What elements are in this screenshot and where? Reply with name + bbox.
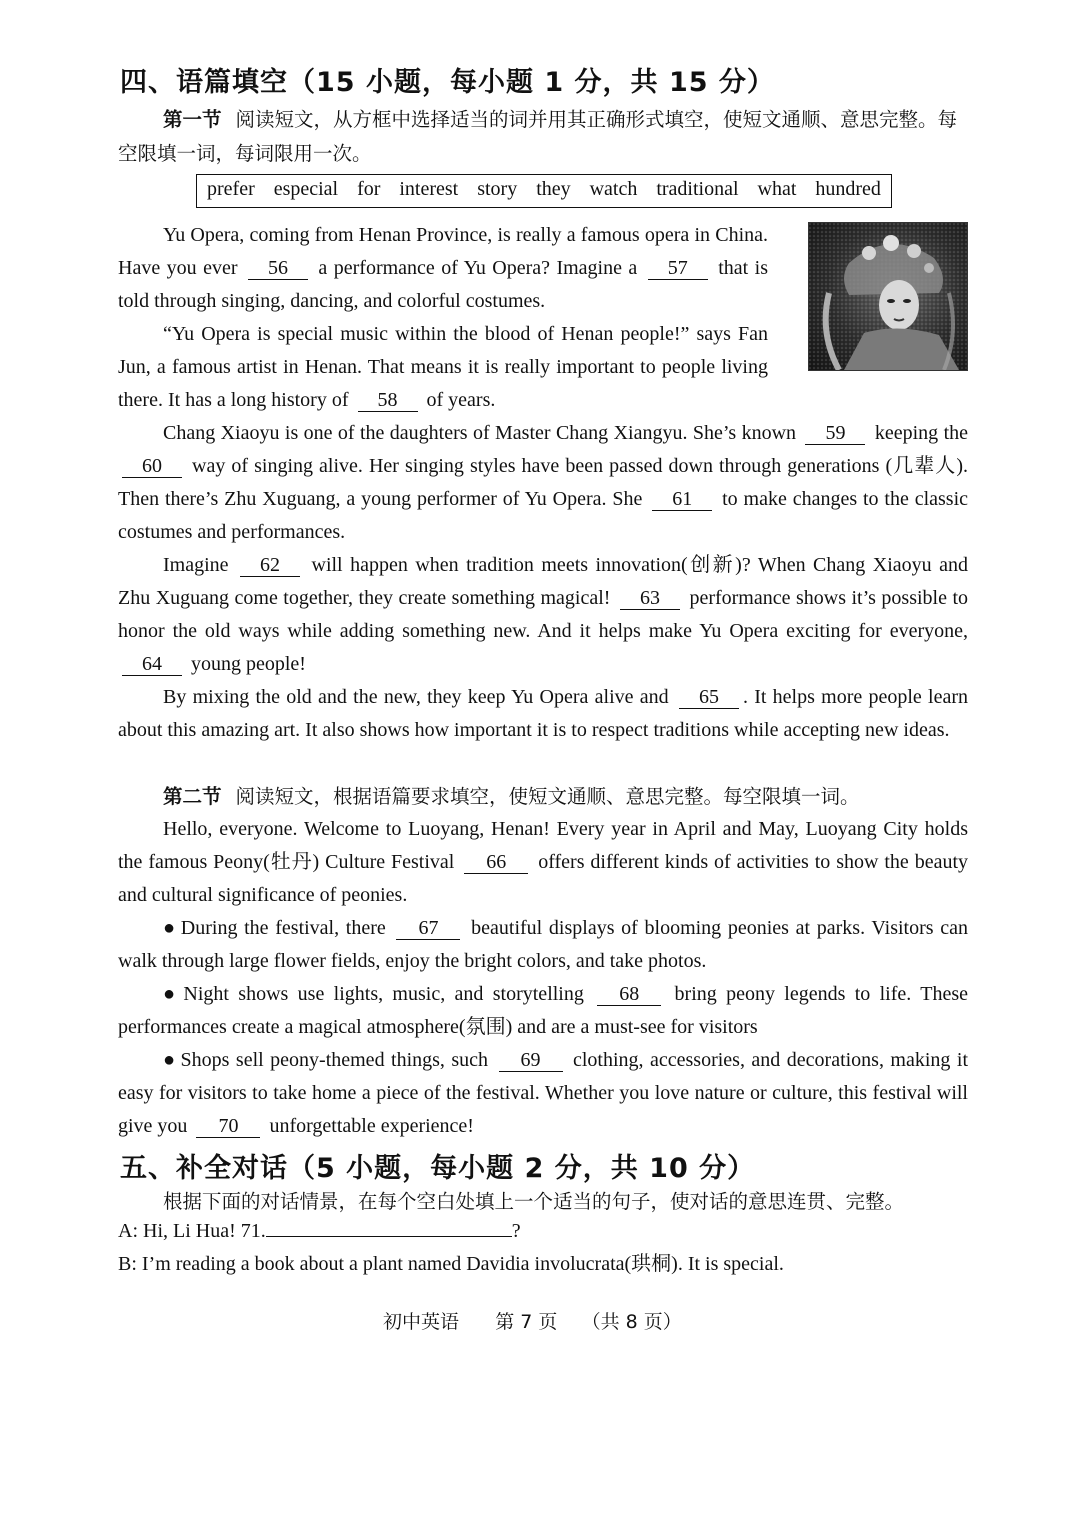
part2-instruction: [118, 782, 968, 812]
word-bank-item: interest: [399, 178, 459, 200]
passage1-para4: Imagine 62 will happen when tradition meets innovation(创新)? When Chang Xiaoyu and Zhu Xuguang come together, they create something magical! 63 performance shows it’s possible to honor the old ways while adding something new. And it helps make Yu Opera exciting for everyone, 64 young people!: [118, 554, 969, 675]
blank-65[interactable]: 65: [679, 686, 739, 709]
blank-56[interactable]: 56: [248, 257, 308, 280]
blank-68[interactable]: 68: [597, 983, 661, 1006]
word-bank-item: traditional: [656, 178, 739, 200]
word-bank-item: prefer: [207, 178, 255, 200]
blank-66[interactable]: 66: [464, 851, 528, 874]
word-bank-item: for: [357, 178, 381, 200]
blank-58[interactable]: 58: [358, 389, 418, 412]
blank-69[interactable]: 69: [499, 1049, 563, 1072]
part1-instruction-text: 阅读短文，从方框中选择适当的词并用其正确形式填空，使短文通顺、意思完整。每空限填一词，每词限用一次。: [118, 108, 958, 165]
blank-63[interactable]: 63: [620, 587, 680, 610]
yu-opera-photo: [808, 222, 968, 371]
word-bank-item: hundred: [815, 178, 881, 200]
dialogue-line-a: A: Hi, Li Hua! 71. ?: [118, 1215, 521, 1248]
blank-67[interactable]: 67: [396, 917, 460, 940]
blank-62[interactable]: 62: [240, 554, 300, 577]
blank-70[interactable]: 70: [196, 1115, 260, 1138]
footer-subject: 初中英语: [383, 1311, 460, 1333]
footer-total: （共 8 页）: [581, 1311, 682, 1333]
passage2-para1: Hello, everyone. Welcome to Luoyang, Henan! Every year in April and May, Luoyang City holds the famous Peony(牡丹) Culture Festival 66 offers different kinds of activities to show the beauty and cultural significance of peonies.: [118, 818, 969, 906]
passage2-bullet2: ● Night shows use lights, music, and storytelling 68 bring peony legends to life. These performances create a magical atmosphere(氛围) and are a must-see for visitors: [118, 983, 969, 1038]
opera-performer-image: [809, 223, 967, 370]
part1-label: 第一节: [163, 108, 222, 131]
footer-page: 第 7 页: [495, 1311, 558, 1333]
part2-label: 第二节: [163, 785, 222, 808]
passage2-bullet3: ● Shops sell peony-themed things, such 69 clothing, accessories, and decorations, making it easy for visitors to take home a piece of the festival. Whether you love nature or culture, this festival will give you 70 unforgettable experience!: [118, 1049, 968, 1137]
word-bank-item: especial: [273, 178, 339, 200]
blank-64[interactable]: 64: [122, 653, 182, 676]
section4-title: 四、语篇填空（15 小题，每小题 1 分，共 15 分）: [120, 67, 775, 98]
answer-71-line[interactable]: [266, 1216, 512, 1237]
passage1-para3: Chang Xiaoyu is one of the daughters of Master Chang Xiangyu. She’s known 59 keeping the 60 way of singing alive. Her singing styles have been passed down through generations (几辈人). Then there’s Zhu Xuguang, a young performer of Yu Opera. She 61 to make changes to the classic costumes and performances.: [118, 422, 969, 543]
passage1-para2: “Yu Opera is special music within the blood of Henan people!” says Fan Jun, a famous artist in Henan. That means it is really important to people living there. It has a long history of 58 of years.: [118, 323, 768, 411]
section5-title: 五、补全对话（5 小题，每小题 2 分，共 10 分）: [120, 1153, 756, 1184]
page-footer: [383, 1307, 682, 1334]
bullet-icon: ●: [163, 983, 180, 1005]
section5-instruction: 根据下面的对话情景，在每个空白处填上一个适当的句子，使对话的意思连贯、完整。: [163, 1190, 905, 1213]
part2-instruction-text: 阅读短文，根据语篇要求填空，使短文通顺、意思完整。每空限填一词。: [235, 785, 860, 808]
word-bank: [196, 174, 892, 208]
passage1-para5: By mixing the old and the new, they keep Yu Opera alive and 65 . It helps more people learn about this amazing art. It also shows how important it is to respect traditions while accepting new ideas.: [118, 686, 969, 741]
dialogue-line-b: B: I’m reading a book about a plant named Davidia involucrata(珙桐). It is special.: [118, 1253, 784, 1275]
passage1-para1: Yu Opera, coming from Henan Province, is really a famous opera in China. Have you ever 56 a performance of Yu Opera? Imagine a 57 that is told through singing, dancing, and colorful costumes.: [118, 224, 768, 312]
blank-60[interactable]: 60: [122, 455, 182, 478]
blank-59[interactable]: 59: [805, 422, 865, 445]
part1-instruction: [118, 103, 968, 171]
bullet-icon: ●: [163, 1049, 177, 1071]
word-bank-item: they: [536, 178, 571, 200]
bullet-icon: ●: [163, 917, 177, 939]
word-bank-item: what: [757, 178, 797, 200]
blank-61[interactable]: 61: [652, 488, 712, 511]
word-bank-item: watch: [589, 178, 638, 200]
word-bank-item: story: [477, 178, 518, 200]
passage2-bullet1: ● During the festival, there 67 beautiful displays of blooming peonies at parks. Visitors can walk through large flower fields, enjoy the bright colors, and take photos.: [118, 917, 968, 972]
blank-57[interactable]: 57: [648, 257, 708, 280]
